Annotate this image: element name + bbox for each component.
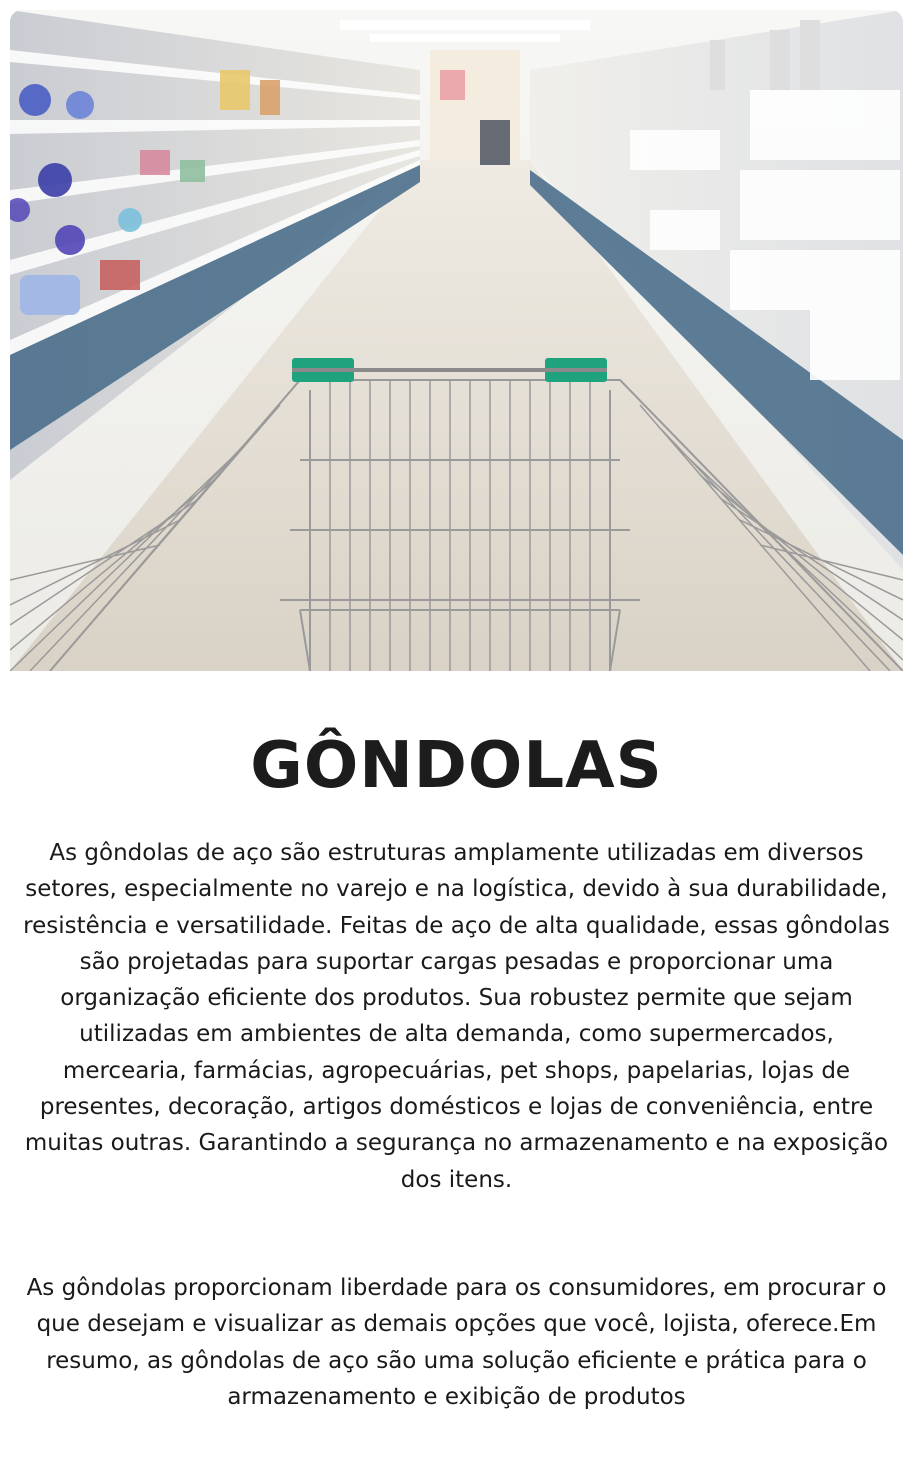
supermarket-aisle-illustration <box>10 10 903 671</box>
summary-paragraph: As gôndolas proporcionam liberdade para os consumidores, em procurar o que desejam e visualizar as demais opções que você, lojista, oferece.Em resumo, as gôndolas de aço são uma solução eficiente e prática para o armazenamento e exibição de produtos <box>26 1275 887 1410</box>
intro-paragraph: As gôndolas de aço são estruturas amplamente utilizadas em diversos setores, especialmente no varejo e na logística, devido à sua durabilidade, resistência e versatilidade. Feitas de aço de alta qualidade, essas gôndolas são projetadas para suportar cargas pesadas e proporcionar uma organização eficiente dos produtos. Sua robustez permite que sejam utilizadas em ambientes de alta demanda, como supermercados, mercearia, farmácias, agropecuárias, pet shops, papelarias, lojas de presentes, decoração, artigos domésticos e lojas de conveniência, entre muitas outras. Garantindo a segurança no armazenamento e na exposição dos itens. <box>23 840 890 1193</box>
hero-image <box>10 10 903 671</box>
page-title: GÔNDOLAS <box>250 729 663 803</box>
